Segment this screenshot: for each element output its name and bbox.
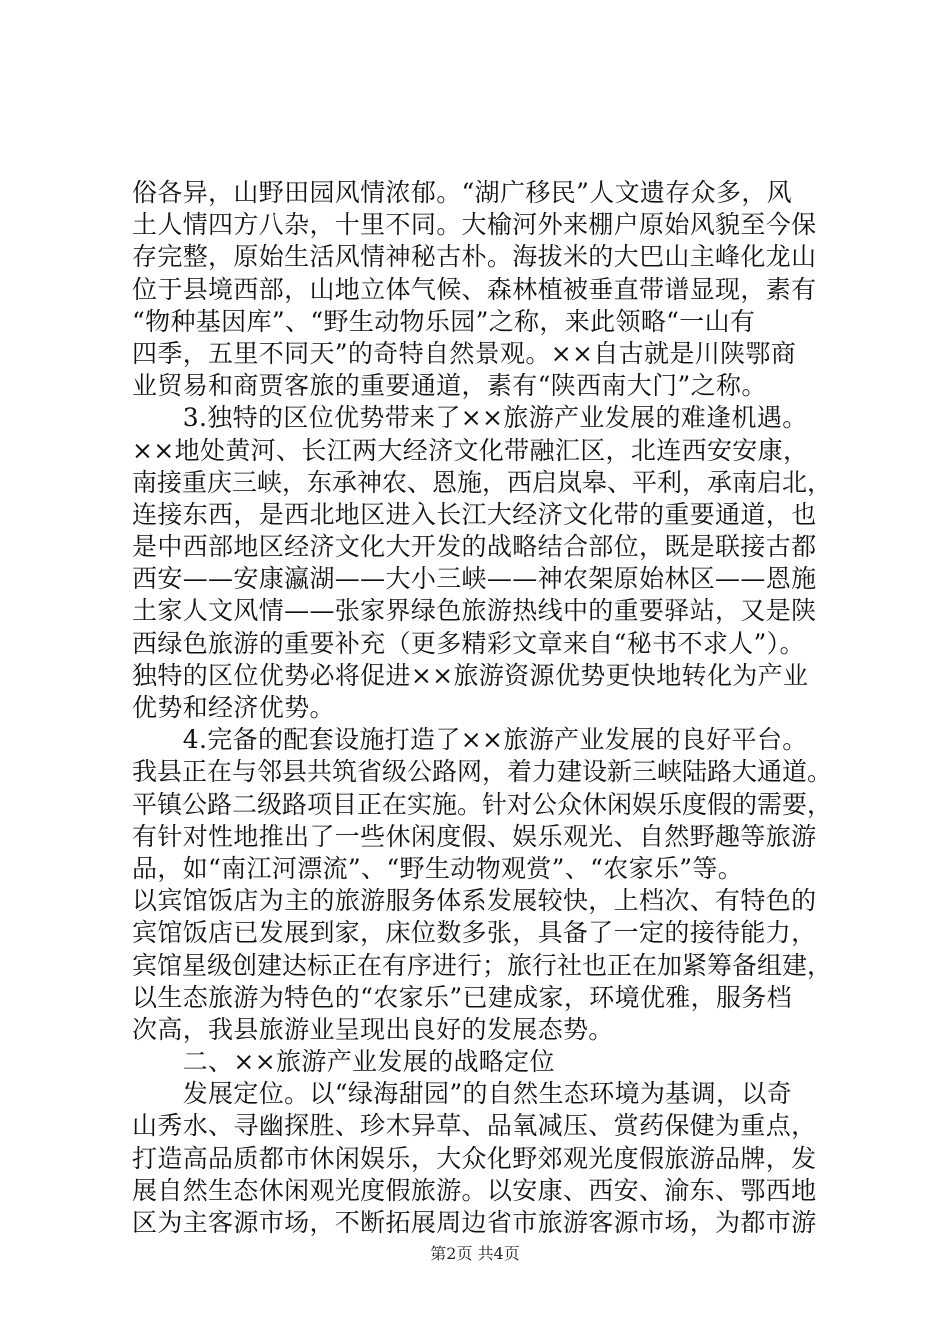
text-line: 以宾馆饭店为主的旅游服务体系发展较快，上档次、有特色的: [132, 886, 817, 916]
text-line: “物种基因库”、“野生动物乐园”之称，来此领略“一山有: [132, 306, 756, 336]
page-footer: 第2页 共4页: [430, 1244, 520, 1263]
text-line: 以生态旅游为特色的“农家乐”已建成家，环境优雅，服务档: [132, 982, 793, 1012]
text-line: 俗各异，山野田园风情浓郁。“湖广移民”人文遗存众多，风: [132, 178, 793, 207]
text-line: 打造高品质都市休闲娱乐，大众化野郊观光度假旅游品牌，发: [132, 1143, 817, 1173]
text-line: 西绿色旅游的重要补充（更多精彩文章来自“秘书不求人”）。: [132, 628, 805, 658]
text-line: 有针对性地推出了一些休闲度假、娱乐观光、自然野趣等旅游: [132, 821, 817, 851]
text-line: 位于县境西部，山地立体气候、森林植被垂直带谱显现，素有: [132, 274, 817, 304]
text-line: 独特的区位优势必将促进××旅游资源优势更快地转化为产业: [132, 660, 809, 690]
text-line: 四季，五里不同天”的奇特自然景观。××自古就是川陕鄂商: [132, 338, 797, 368]
text-line: 业贸易和商贾客旅的重要通道，素有“陕西南大门”之称。: [132, 371, 767, 401]
text-line: 次高，我县旅游业呈现出良好的发展态势。: [132, 1014, 614, 1044]
text-line: 发展定位。以“绿海甜园”的自然生态环境为基调，以奇: [132, 1079, 793, 1109]
text-line: 4.完备的配套设施打造了××旅游产业发展的良好平台。: [132, 725, 808, 755]
text-line: ××地处黄河、长江两大经济文化带融汇区，北连西安安康，: [132, 435, 809, 465]
text-line: 连接东西，是西北地区进入长江大经济文化带的重要通道，也: [132, 499, 817, 529]
text-line: 我县正在与邻县共筑省级公路网，着力建设新三峡陆路大通道。: [132, 757, 833, 787]
text-line: 区为主客源市场，不断拓展周边省市旅游客源市场，为都市游: [132, 1208, 817, 1237]
text-line: 山秀水、寻幽探胜、珍木异草、品氧减压、赏药保健为重点，: [132, 1111, 817, 1141]
text-line: 宾馆饭店已发展到家，床位数多张，具备了一定的接待能力，: [132, 918, 817, 948]
text-line: 宾馆星级创建达标正在有序进行；旅行社也正在加紧筹备组建，: [132, 950, 833, 980]
text-line: 土家人文风情——张家界绿色旅游热线中的重要驿站，又是陕: [132, 596, 817, 626]
text-line: 优势和经济优势。: [132, 693, 335, 722]
text-line: 存完整，原始生活风情神秘古朴。海拔米的大巴山主峰化龙山: [132, 242, 817, 272]
text-line: 品，如“南江河漂流”、“野生动物观赏”、“农家乐”等。: [132, 853, 744, 883]
text-line: 展自然生态休闲观光度假旅游。以安康、西安、渝东、鄂西地: [132, 1175, 817, 1205]
text-line: 平镇公路二级路项目正在实施。针对公众休闲娱乐度假的需要，: [132, 789, 833, 819]
text-line: 3.独特的区位优势带来了××旅游产业发展的难逢机遇。: [132, 403, 808, 433]
text-line: 南接重庆三峡，东承神农、恩施，西启岚皋、平利，承南启北，: [132, 467, 833, 497]
text-line: 是中西部地区经济文化大开发的战略结合部位，既是联接古都: [132, 532, 817, 562]
text-line: 西安——安康瀛湖——大小三峡——神农架原始林区——恩施: [132, 564, 817, 594]
text-line: 二、××旅游产业发展的战略定位: [132, 1047, 555, 1077]
text-line: 土人情四方八杂，十里不同。大榆河外来棚户原始风貌至今保: [132, 210, 817, 240]
body-text: [132, 177, 832, 1239]
